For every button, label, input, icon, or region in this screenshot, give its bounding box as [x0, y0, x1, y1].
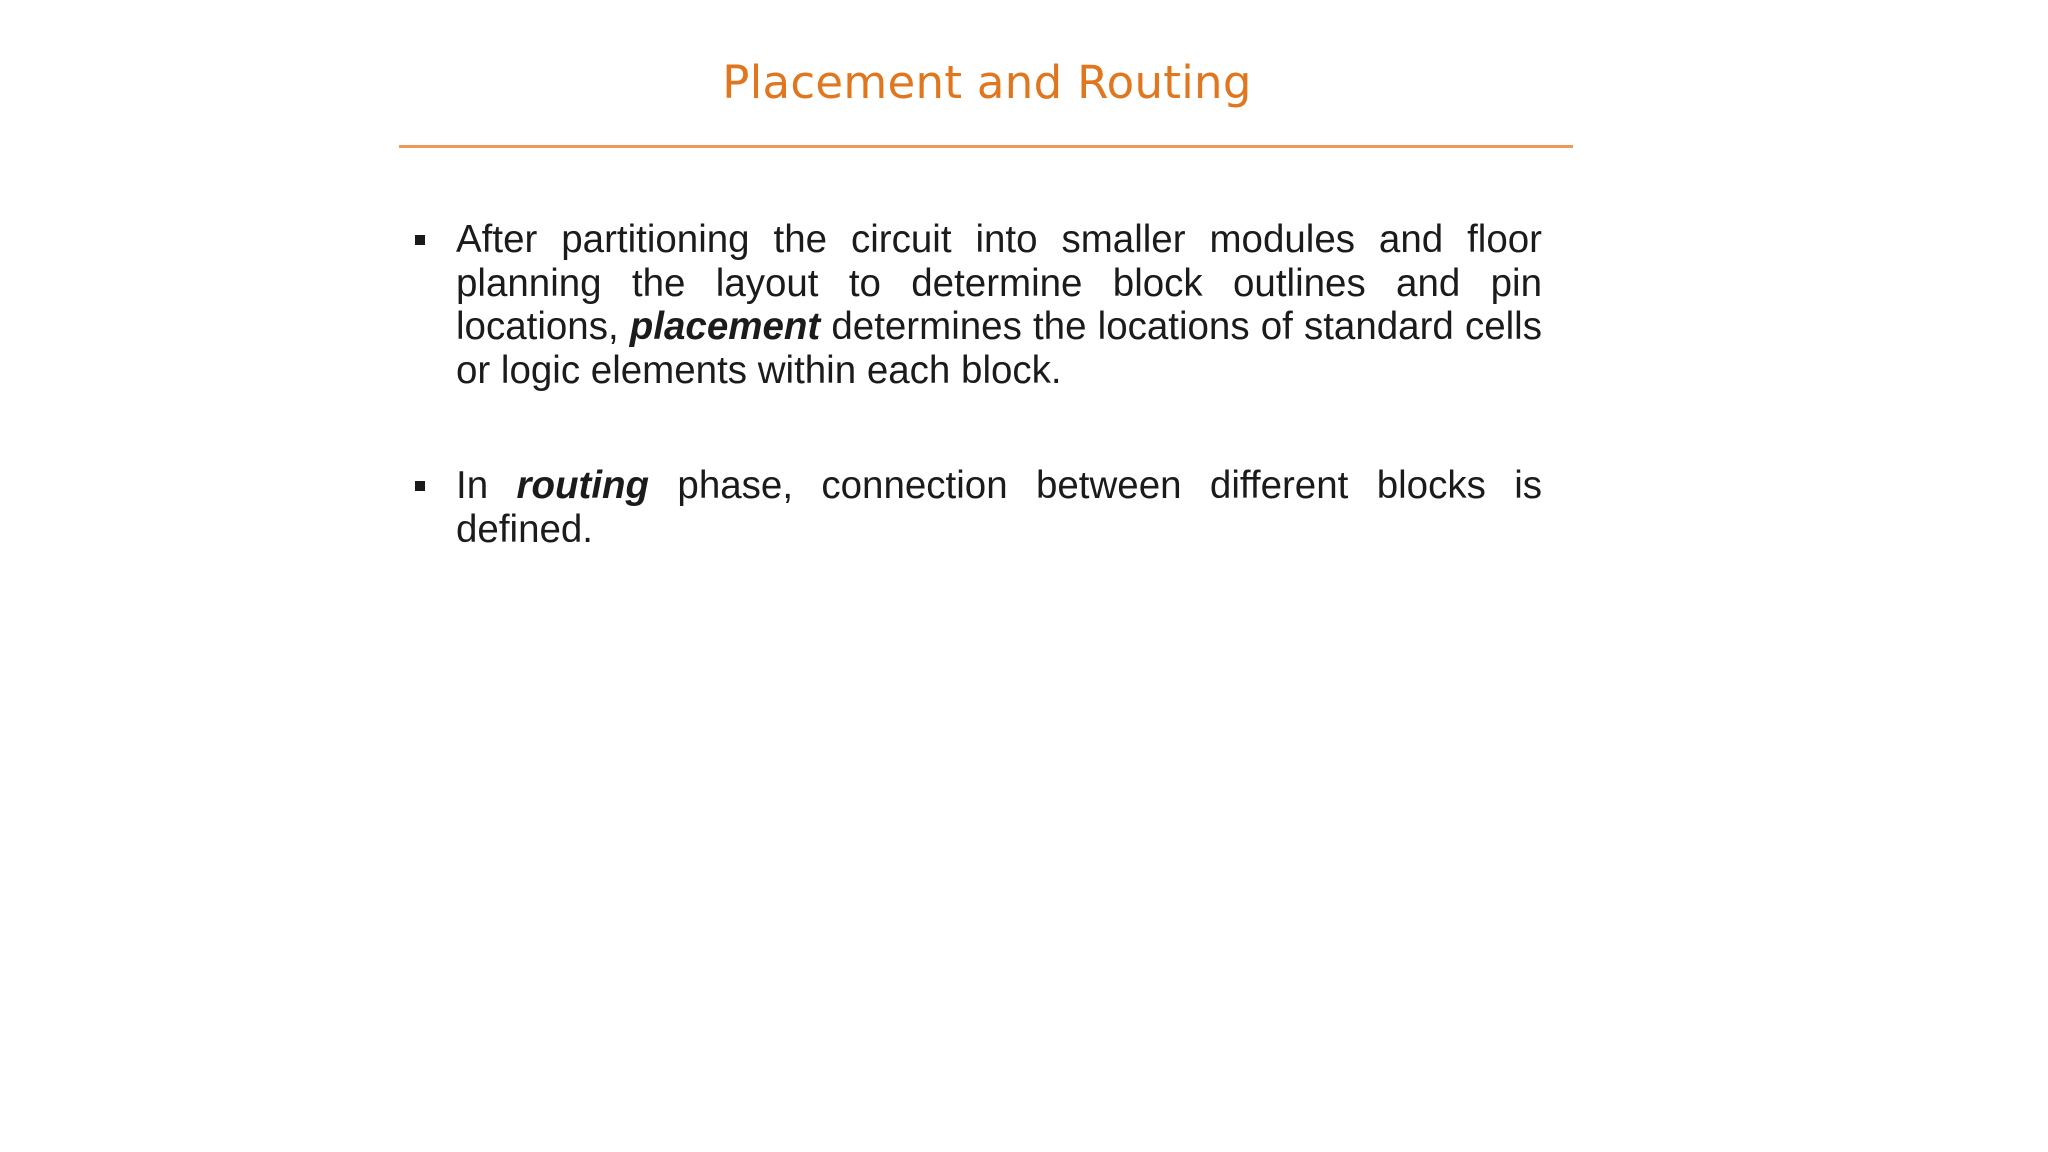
bullet-item-placement	[412, 218, 1542, 392]
square-bullet-icon	[415, 481, 425, 491]
bullet-item-routing	[412, 464, 1542, 551]
bullet-emphasis-routing: routing	[516, 464, 650, 507]
square-bullet-icon	[415, 235, 425, 245]
bullet-text-after: phase, connection between different blocks is defined.	[456, 464, 1542, 551]
slide-title: Placement and Routing	[722, 56, 1252, 109]
bullet-text-before: After partitioning the circuit into smaller modules and floor planning the layout to determine block outlines and pin locations,	[456, 218, 1542, 348]
bullet-emphasis-placement: placement	[629, 305, 821, 348]
bullet-list	[412, 218, 1542, 551]
bullet-text-before: In	[456, 464, 517, 507]
title-underline	[399, 145, 1573, 148]
bullet-text-after: determines the locations of standard cells or logic elements within each block.	[456, 305, 1542, 392]
